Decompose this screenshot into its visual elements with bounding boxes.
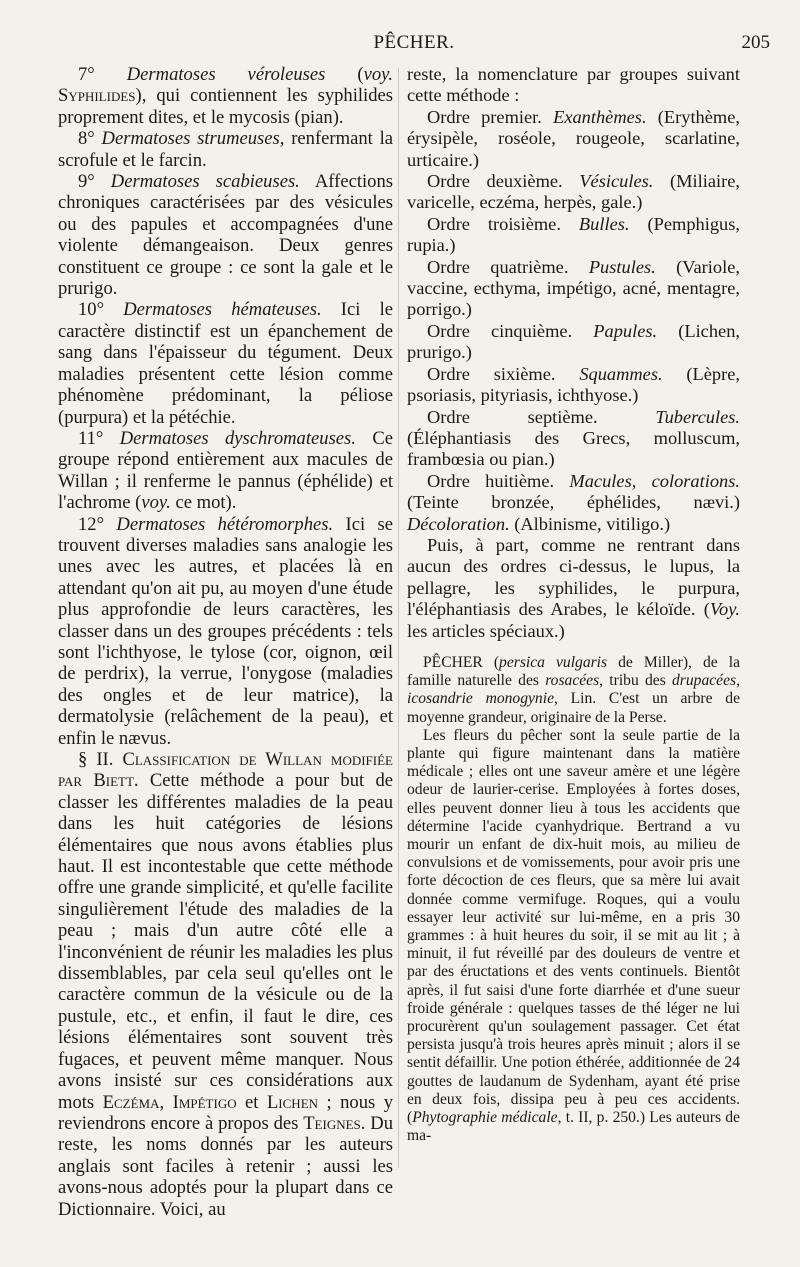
item-title: Dermatoses dyschromateuses. [119,427,356,449]
family-name: rosacées [545,672,600,690]
text-run: ( [482,653,500,671]
order-list: (Lèpre, psoriasis, pityriasis, ichthyose.) [407,363,740,406]
paragraph-item-9 [58,171,393,299]
voy-ref: Voy. [709,599,740,620]
order-label: Ordre cinquième. [427,320,573,341]
paragraph-section-2 [58,749,393,1220]
paragraph-item-7 [58,64,393,128]
order-4 [407,257,740,321]
order-5 [407,321,740,364]
section-body: Cette méthode a pour but de classer les différentes maladies de la peau dans les huit catégories de lésions élémentaires que nous avons établies plus haut. Il est incontestable que cette méthode offre une grande simplicité, et qu'elle facilite singulièrement l'étude des maladies de la peau ; mais d'un autre côté elle a l'inconvénient de réunir les maladies les plus dissemblables, par cela seul qu'elles ont le caractère commun de la vésicule ou de la pustule, etc., et enfin, il faut le dire, ces lésions élémentaires sont souvent très fugaces, et peuvent même manquer. Nous avons insisté sur ces considérations aux mots [58,770,393,1113]
paragraph-puis [407,535,740,642]
item-number: 8° [78,128,95,150]
right-column [407,64,740,1145]
order-list: (Albinisme, vitiligo.) [509,513,671,534]
text-run: , tribu des [599,672,672,690]
order-label: Ordre troisième. [427,213,561,234]
section-body: . Du reste, les noms donnés par les auteurs anglais sont faciles à retenir ; aussi les avons-nous adoptés pour la plupart dans ce Dictionnaire. Voici, au [58,1112,393,1220]
order-list: (Éléphantiasis des Grecs, molluscum, frambœsia ou pian.) [407,427,740,470]
text-run: , [159,1091,173,1113]
latin-name: persica vulgaris [499,653,608,671]
order-title: Tubercules. [655,406,740,427]
order-list: (Erythème, érysipèle, roséole, rougeole, scarlatine, urticaire.) [407,106,740,170]
item-number: 9° [78,171,95,193]
order-title: Pustules. [588,256,656,277]
section-body: ; nous y reviendrons encore à propos des [58,1091,394,1134]
order-label: Ordre deuxième. [427,171,563,192]
order-1 [407,107,740,171]
order-list: (Miliaire, varicelle, eczéma, herpès, gale.) [407,171,740,213]
order-title: Papules. [593,320,658,341]
item-title: Dermatoses hétéromorphes. [116,513,334,535]
paragraph-item-8 [58,128,393,171]
order-label: Ordre sixième. [427,363,556,384]
item-number: 11° [78,427,104,449]
section-title: Classification de Willan modifiée par Biett. [58,749,393,792]
order-list: (Teinte bronzée, éphélides, nævi.) [407,492,740,513]
linnaean-class: icosandrie monogynie [407,690,554,708]
item-body: Ce groupe répond entièrement aux macules de Willan ; il renferme le pannus (éphélide) et l'achrome ( [58,427,393,514]
paragraph-item-10 [58,299,393,427]
order-label: Ordre quatrième. [427,256,569,277]
item-body: Ici le caractère distinctif est un épanchement de sang dans l'épaisseur du tégument. Deux maladies présentent cette lésion comme phénomène prédominant, la péliose (purpura) et la pétéchie. [58,299,394,428]
cross-reference: Eczéma [102,1091,160,1113]
citation: Phytographie médicale [412,1109,558,1127]
tribe-name: drupacées [672,672,737,690]
order-label: Ordre septième. [427,406,598,427]
item-number: 7° [78,64,95,85]
order-label: Ordre premier. [427,106,542,127]
article-paragraph [407,727,740,1146]
section-number: § II. [78,749,114,770]
order-list: (Pemphigus, rupia.) [407,213,740,256]
item-title: Dermatoses scabieuses. [110,171,300,193]
order-title: Décoloration. [407,513,510,534]
cross-reference: Teignes [303,1112,361,1134]
text-run: , Lin. C'est un arbre de moyenne grandeur, originaire de la Perse. [407,690,740,726]
order-title: Exanthèmes. [553,106,647,127]
article-pecher [407,654,740,1145]
paragraph-item-11 [58,428,393,514]
text-run: ( [325,64,364,85]
order-title: Squammes. [579,363,663,384]
article-definition [407,654,740,727]
text-run: et [236,1091,267,1113]
item-title: Dermatoses hémateuses. [123,299,322,321]
cross-reference: Impétigo [172,1091,237,1113]
voy-ref: voy. [141,492,171,514]
paragraph-intro: reste, la nomenclature par groupes suivant cette méthode : [407,64,740,106]
order-label: Ordre huitième. [427,470,555,491]
article-headword: PÊCHER [423,653,483,671]
item-title: Dermatoses strumeuses [101,128,280,150]
item-title: Dermatoses véroleuses [126,64,326,85]
text-run: Les fleurs du pêcher sont la seule partie de la plante qui figure maintenant dans la matière médicale ; elles ont une saveur amère et une légère odeur de laurier-cerise. Employées à fortes doses, elles peuvent donner lieu à tous les accidents que détermine l'acide cyanhydrique. Bertrand a vu mourir un enfant de dix-huit mois, au milieu de convulsions et de vomissements, pour avoir pris une forte décoction de ces fleurs, que sa mère lui avait donnée comme vermifuge. Roques, qui a voulu essayer leur activité sur lui-même, en a pris 30 grammes : à huit heures du soir, il se mit au lit ; à minuit, il fut réveillé par des douleurs de ventre et par des éructations et des vents continuels. Bientôt après, il fut saisi d'une forte diarrhée et d'une sueur froide générale : quelques tasses de thé léger ne lui procurèrent qu'un soulagement passager. Cet état persista jusqu'à trois heures après minuit ; alors il se sentit défaillir. Une potion éthérée, additionnée de 24 gouttes de laudanum de Sydenham, ayant été prise en deux fois, dissipa peu à peu ces accidents. ( [407,726,740,1127]
column-divider [398,68,399,1168]
item-body: , renfermant la scrofule et le farcin. [58,128,393,171]
order-list: (Lichen, prurigo.) [407,320,740,363]
item-body: Ici se trouvent diverses maladies sans analogie les unes avec les autres, et placées là en attendant qu'on ait pu, au moyen d'une étude plus approfondie de leurs caractères, les classer dans un des groupes précédents : tels sont l'ichthyose, le tylose (cor, oignon, œil de perdrix), la verrue, l'onygose (maladies des ongles et de leur matrice), la dermatolysie (relâchement de la peau), et enfin le nævus. [58,513,393,749]
cross-reference: Syphilides [58,85,136,107]
text-run: les articles spéciaux.) [407,620,565,641]
paragraph-item-12 [58,514,393,749]
text-run: , t. II, p. 250.) Les auteurs de ma- [407,1109,740,1145]
order-list: (Variole, vaccine, ecthyma, impétigo, acné, mentagre, porrigo.) [407,256,740,320]
order-title: Macules, colorations. [569,470,740,491]
order-title: Bulles. [578,213,630,234]
item-body: ce mot). [170,492,237,514]
order-7 [407,407,740,471]
cross-reference: Lichen [266,1091,319,1113]
order-title: Vésicules. [579,171,654,192]
order-8 [407,471,740,535]
page-number: 205 [741,32,770,53]
text-run: , [736,672,740,690]
order-3 [407,214,740,257]
text-run: de Miller), de la famille naturelle des [407,653,740,690]
page-header [58,32,770,66]
order-6 [407,364,740,407]
item-number: 12° [78,513,105,535]
item-number: 10° [78,299,105,321]
left-column [58,64,393,1220]
order-2 [407,171,740,214]
voy-ref: voy. [363,64,393,85]
running-title: PÊCHER. [373,32,455,53]
text-run: Puis, à part, comme ne rentrant dans aucun des ordres ci-dessus, le lupus, la pellagre, les syphilides, le purpura, l'éléphantiasis des Arabes, le kéloïde. ( [407,534,740,620]
item-body: ), qui contiennent les syphilides proprement dites, et le mycosis (pian). [58,85,393,128]
item-body: Affections chroniques caractérisées par des vésicules ou des papules et accompagnées d'une violente démangeaison. Deux genres constituent ce groupe : ce sont la gale et le prurigo. [58,171,393,300]
